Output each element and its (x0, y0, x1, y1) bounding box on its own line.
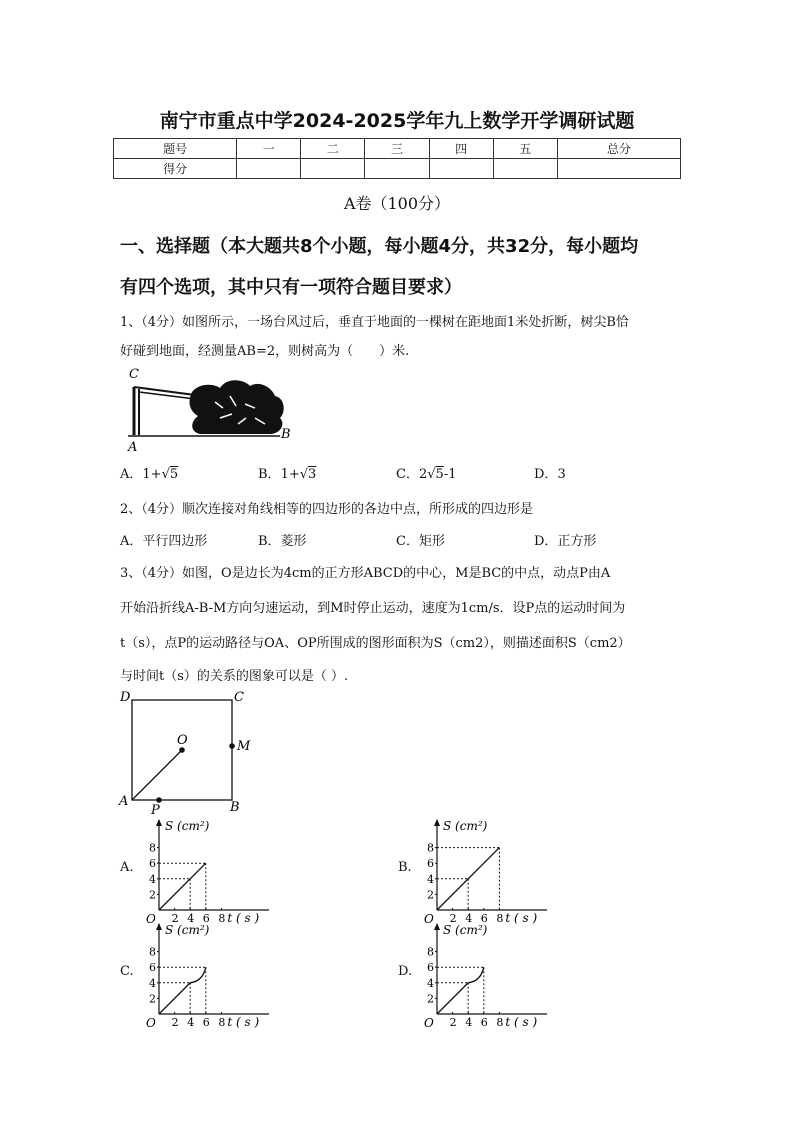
score-cell[interactable] (365, 159, 429, 179)
option-letter: B． (258, 467, 281, 482)
q1-label-b: B (281, 427, 291, 442)
y-axis-label: S (cm²) (165, 923, 210, 937)
score-table (113, 138, 681, 179)
point-p (156, 797, 162, 803)
q3-text-line4: 与时间t（s）的关系的图象可以是（ ）. (120, 669, 349, 684)
section-a-title: A卷（100分） (343, 194, 451, 213)
x-tick-label: 2 (449, 1016, 457, 1029)
x-axis-label: t ( s ) (505, 1015, 538, 1029)
q3-option-a-label[interactable]: A. (120, 860, 134, 875)
sqrt-icon: √ (427, 467, 436, 482)
score-cell[interactable] (429, 159, 493, 179)
y-axis-arrow-icon (156, 923, 162, 930)
origin-label: O (424, 1016, 434, 1030)
y-tick-label: 2 (427, 888, 434, 902)
q3-option-c-label[interactable]: C. (120, 964, 134, 979)
score-cell[interactable] (557, 159, 680, 179)
score-row-label: 得分 (114, 159, 237, 179)
score-header-cell: 四 (429, 139, 493, 159)
option-letter: D． (534, 467, 558, 482)
label-d: D (120, 690, 131, 705)
series-line (159, 863, 206, 910)
radicand: 3 (308, 467, 317, 482)
q1-label-c: C (129, 367, 139, 382)
label-o: O (177, 733, 188, 748)
option-text: 1+ (142, 467, 162, 482)
series-curve (159, 967, 206, 1014)
score-header-cell: 总分 (557, 139, 680, 159)
q2-option-a[interactable]: A．平行四边形 (120, 534, 208, 549)
y-axis-arrow-icon (156, 819, 162, 826)
q2-option-b[interactable]: B．菱形 (258, 534, 307, 549)
y-tick-label: 2 (427, 992, 434, 1006)
y-tick-label: 2 (149, 992, 156, 1006)
y-axis-arrow-icon (434, 819, 440, 826)
y-tick-label: 4 (427, 976, 434, 990)
q3-graph-a[interactable] (141, 816, 291, 926)
label-b: B (230, 800, 240, 815)
origin-label: O (146, 1016, 156, 1030)
option-letter: A． (120, 467, 143, 482)
y-tick-label: 4 (427, 872, 434, 886)
score-header-cell: 五 (493, 139, 557, 159)
radicand: 5 (435, 467, 444, 482)
q1-option-c[interactable] (396, 463, 456, 482)
point-o (179, 747, 185, 753)
x-tick-label: 8 (496, 912, 504, 925)
option-text: 1+ (280, 467, 300, 482)
score-cell[interactable] (301, 159, 365, 179)
x-tick-label: 6 (202, 1016, 210, 1029)
origin-label: O (424, 912, 434, 926)
q1-option-a[interactable] (120, 463, 178, 482)
radicand: 5 (169, 467, 179, 482)
score-header-cell: 一 (237, 139, 301, 159)
sqrt-icon: √ (161, 467, 170, 482)
segment-oa (132, 750, 182, 800)
y-tick-label: 6 (427, 857, 434, 871)
q1-tree-drawing (128, 380, 284, 436)
y-tick-label: 8 (427, 841, 434, 855)
x-tick-label: 8 (496, 1016, 504, 1029)
y-tick-label: 2 (149, 888, 156, 902)
x-tick-label: 4 (187, 912, 195, 925)
x-axis-label: t ( s ) (227, 911, 260, 925)
y-tick-label: 8 (427, 945, 434, 959)
q1-text-line2: 好碰到地面，经测量AB=2，则树高为（ ）米. (120, 344, 410, 359)
y-tick-label: 6 (149, 857, 156, 871)
score-table-header-row (114, 139, 681, 159)
x-tick-label: 6 (202, 912, 210, 925)
score-header-cell: 题号 (114, 139, 237, 159)
x-tick-label: 4 (465, 1016, 473, 1029)
y-tick-label: 6 (427, 961, 434, 975)
y-axis-label: S (cm²) (443, 819, 488, 833)
q3-option-d-label[interactable]: D. (398, 964, 413, 979)
q1-broken-tree-figure (120, 362, 300, 457)
score-cell[interactable] (493, 159, 557, 179)
sqrt-icon: √ (299, 467, 309, 482)
score-header-cell: 三 (365, 139, 429, 159)
q2-option-c[interactable]: C．矩形 (396, 534, 445, 549)
score-header-cell: 二 (301, 139, 365, 159)
y-axis-label: S (cm²) (443, 923, 488, 937)
label-p: P (151, 803, 160, 818)
q3-graph-d[interactable] (419, 920, 569, 1030)
option-text: 2 (418, 467, 428, 482)
y-tick-label: 8 (149, 841, 156, 855)
q3-text-line3: t（s），点P的运动路径与OA、OP所围成的图形面积为S（cm2），则描述面积S（cm2） (120, 636, 631, 651)
y-axis-label: S (cm²) (165, 819, 210, 833)
x-tick-label: 6 (480, 912, 488, 925)
x-axis-label: t ( s ) (227, 1015, 260, 1029)
q1-option-b[interactable] (258, 463, 316, 482)
q1-label-a: A (128, 440, 138, 455)
x-tick-label: 2 (171, 1016, 179, 1029)
x-tick-label: 6 (480, 1016, 488, 1029)
option-letter: C． (396, 467, 419, 482)
q3-text-line2: 开始沿折线A-B-M方向匀速运动，到M时停止运动，速度为1cm/s．设P点的运动时间为 (120, 601, 626, 616)
point-m (229, 743, 235, 749)
part1-heading-line1: 一、选择题（本大题共8个小题，每小题4分，共32分，每小题均 (120, 236, 639, 257)
x-tick-label: 4 (187, 1016, 195, 1029)
x-tick-label: 4 (465, 912, 473, 925)
q3-graph-c[interactable] (141, 920, 291, 1030)
q3-text-line1: 3、（4分）如图，O是边长为4cm的正方形ABCD的中心，M是BC的中点，动点P由A (120, 566, 611, 581)
x-tick-label: 2 (449, 912, 457, 925)
x-tick-label: 8 (218, 912, 226, 925)
x-axis-label: t ( s ) (505, 911, 538, 925)
option-text: -1 (443, 467, 457, 482)
q2-text: 2、（4分）顺次连接对角线相等的四边形的各边中点，所形成的四边形是 (120, 502, 534, 517)
y-tick-label: 8 (149, 945, 156, 959)
q1-text-line1: 1、（4分）如图所示，一场台风过后，垂直于地面的一棵树在距地面1米处折断，树尖B恰 (120, 315, 629, 330)
origin-label: O (146, 912, 156, 926)
q3-square-figure (116, 688, 256, 818)
q3-graph-b[interactable] (419, 816, 569, 926)
part1-heading-line2: 有四个选项，其中只有一项符合题目要求） (120, 277, 462, 298)
series-curve (437, 967, 484, 1014)
x-tick-label: 2 (171, 912, 179, 925)
score-table-score-row (114, 159, 681, 179)
y-axis-arrow-icon (434, 923, 440, 930)
q2-option-d[interactable]: D．正方形 (534, 534, 597, 549)
label-a: A (119, 794, 129, 809)
q3-option-b-label[interactable]: B. (398, 860, 412, 875)
label-m: M (237, 739, 251, 754)
q1-option-d[interactable] (534, 463, 566, 482)
y-tick-label: 4 (149, 872, 156, 886)
x-tick-label: 8 (218, 1016, 226, 1029)
y-tick-label: 4 (149, 976, 156, 990)
option-text: 3 (557, 467, 566, 482)
label-c: C (234, 690, 244, 705)
score-cell[interactable] (237, 159, 301, 179)
y-tick-label: 6 (149, 961, 156, 975)
exam-title: 南宁市重点中学2024-2025学年九上数学开学调研试题 (159, 110, 635, 132)
